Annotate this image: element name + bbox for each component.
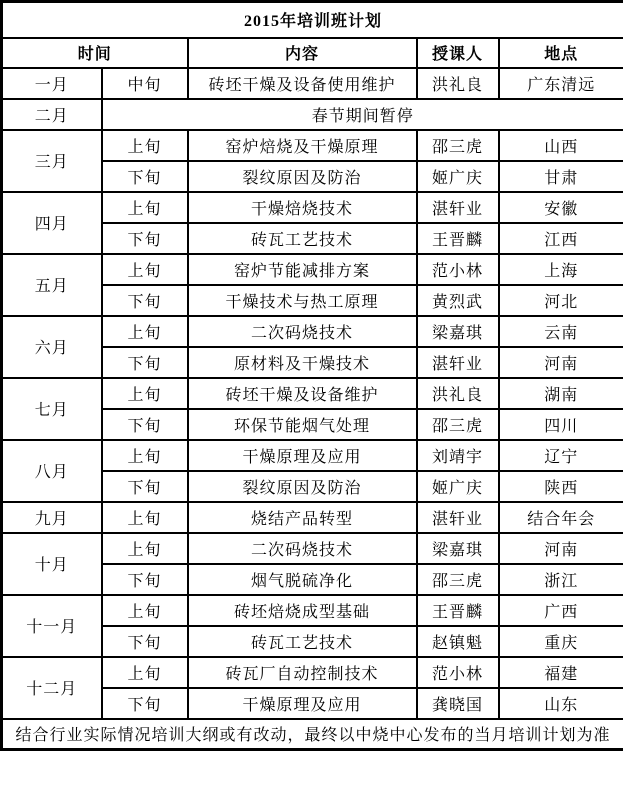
content-cell: 烟气脱硫净化: [188, 564, 417, 595]
content-cell: 裂纹原因及防治: [188, 161, 417, 192]
content-cell: 烧结产品转型: [188, 502, 417, 533]
content-cell: 干燥技术与热工原理: [188, 285, 417, 316]
location-cell: 甘肃: [499, 161, 623, 192]
period-cell: 下旬: [102, 409, 188, 440]
month-cell: 十月: [2, 533, 102, 595]
content-cell: 环保节能烟气处理: [188, 409, 417, 440]
instructor-cell: 王晋麟: [417, 595, 499, 626]
location-cell: 河南: [499, 347, 623, 378]
location-cell: 广东清远: [499, 68, 623, 99]
period-cell: 中旬: [102, 68, 188, 99]
content-cell: 砖坯干燥及设备使用维护: [188, 68, 417, 99]
location-cell: 上海: [499, 254, 623, 285]
content-cell: 砖瓦工艺技术: [188, 223, 417, 254]
content-cell: 窑炉焙烧及干燥原理: [188, 130, 417, 161]
instructor-cell: 范小林: [417, 657, 499, 688]
location-cell: 广西: [499, 595, 623, 626]
location-cell: 山东: [499, 688, 623, 719]
month-cell: 六月: [2, 316, 102, 378]
location-cell: 山西: [499, 130, 623, 161]
header-instructor: 授课人: [417, 38, 499, 68]
instructor-cell: 范小林: [417, 254, 499, 285]
period-cell: 下旬: [102, 564, 188, 595]
month-cell: 五月: [2, 254, 102, 316]
location-cell: 湖南: [499, 378, 623, 409]
content-cell: 砖坯焙烧成型基础: [188, 595, 417, 626]
location-cell: 河南: [499, 533, 623, 564]
instructor-cell: 赵镇魁: [417, 626, 499, 657]
content-cell: 砖坯干燥及设备维护: [188, 378, 417, 409]
location-cell: 辽宁: [499, 440, 623, 471]
instructor-cell: 邵三虎: [417, 564, 499, 595]
period-cell: 上旬: [102, 316, 188, 347]
footer-note: 结合行业实际情况培训大纲或有改动，最终以中烧中心发布的当月培训计划为准: [2, 719, 623, 750]
location-cell: 陕西: [499, 471, 623, 502]
holiday-note-cell: 春节期间暂停: [102, 99, 623, 130]
instructor-cell: 姬广庆: [417, 161, 499, 192]
period-cell: 下旬: [102, 471, 188, 502]
content-cell: 干燥原理及应用: [188, 688, 417, 719]
content-cell: 原材料及干燥技术: [188, 347, 417, 378]
instructor-cell: 黄烈武: [417, 285, 499, 316]
content-cell: 二次码烧技术: [188, 316, 417, 347]
instructor-cell: 洪礼良: [417, 68, 499, 99]
header-content: 内容: [188, 38, 417, 68]
period-cell: 下旬: [102, 626, 188, 657]
location-cell: 浙江: [499, 564, 623, 595]
period-cell: 下旬: [102, 347, 188, 378]
period-cell: 上旬: [102, 595, 188, 626]
period-cell: 上旬: [102, 192, 188, 223]
content-cell: 裂纹原因及防治: [188, 471, 417, 502]
period-cell: 上旬: [102, 440, 188, 471]
header-location: 地点: [499, 38, 623, 68]
location-cell: 江西: [499, 223, 623, 254]
month-cell: 十二月: [2, 657, 102, 719]
period-cell: 下旬: [102, 161, 188, 192]
instructor-cell: 王晋麟: [417, 223, 499, 254]
period-cell: 上旬: [102, 502, 188, 533]
content-cell: 窑炉节能减排方案: [188, 254, 417, 285]
period-cell: 上旬: [102, 378, 188, 409]
instructor-cell: 湛轩业: [417, 347, 499, 378]
month-cell: 七月: [2, 378, 102, 440]
content-cell: 砖瓦工艺技术: [188, 626, 417, 657]
content-cell: 干燥焙烧技术: [188, 192, 417, 223]
instructor-cell: 湛轩业: [417, 192, 499, 223]
page-title: 2015年培训班计划: [2, 2, 623, 38]
instructor-cell: 湛轩业: [417, 502, 499, 533]
instructor-cell: 邵三虎: [417, 409, 499, 440]
location-cell: 结合年会: [499, 502, 623, 533]
content-cell: 砖瓦厂自动控制技术: [188, 657, 417, 688]
instructor-cell: 梁嘉琪: [417, 316, 499, 347]
location-cell: 安徽: [499, 192, 623, 223]
instructor-cell: 洪礼良: [417, 378, 499, 409]
month-cell: 二月: [2, 99, 102, 130]
month-cell: 三月: [2, 130, 102, 192]
content-cell: 二次码烧技术: [188, 533, 417, 564]
instructor-cell: 梁嘉琪: [417, 533, 499, 564]
period-cell: 上旬: [102, 130, 188, 161]
instructor-cell: 刘靖宇: [417, 440, 499, 471]
instructor-cell: 邵三虎: [417, 130, 499, 161]
location-cell: 四川: [499, 409, 623, 440]
period-cell: 上旬: [102, 254, 188, 285]
period-cell: 上旬: [102, 657, 188, 688]
content-cell: 干燥原理及应用: [188, 440, 417, 471]
month-cell: 一月: [2, 68, 102, 99]
location-cell: 云南: [499, 316, 623, 347]
instructor-cell: 姬广庆: [417, 471, 499, 502]
month-cell: 四月: [2, 192, 102, 254]
header-time: 时间: [2, 38, 188, 68]
location-cell: 河北: [499, 285, 623, 316]
period-cell: 下旬: [102, 223, 188, 254]
month-cell: 九月: [2, 502, 102, 533]
month-cell: 八月: [2, 440, 102, 502]
location-cell: 福建: [499, 657, 623, 688]
period-cell: 下旬: [102, 285, 188, 316]
period-cell: 下旬: [102, 688, 188, 719]
location-cell: 重庆: [499, 626, 623, 657]
month-cell: 十一月: [2, 595, 102, 657]
period-cell: 上旬: [102, 533, 188, 564]
instructor-cell: 龚晓国: [417, 688, 499, 719]
